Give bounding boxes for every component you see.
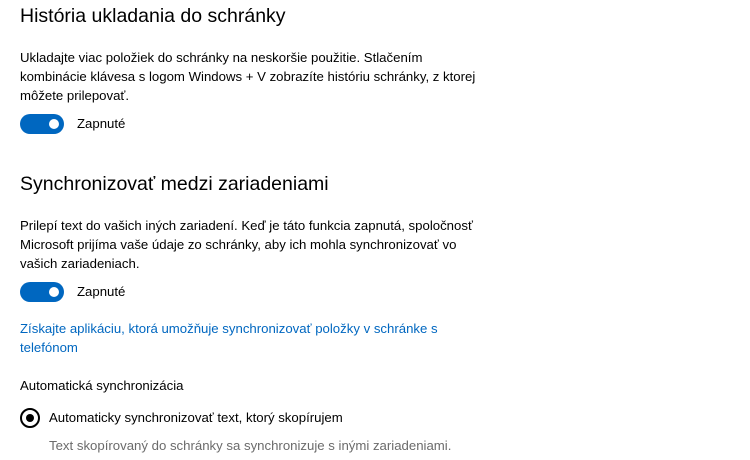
get-phone-app-link[interactable]: Získajte aplikáciu, ktorá umožňuje synchronizovať položky v schránke s telefónom xyxy=(20,321,438,355)
clipboard-history-description: Ukladajte viac položiek do schránky na neskoršie použitie. Stlačením kombinácie klávesa s logom Windows + V zobrazíte históriu schránky, z ktorej môžete prilepovať. xyxy=(20,50,476,103)
toggle-knob xyxy=(49,287,59,297)
sync-toggle-label: Zapnuté xyxy=(77,284,126,299)
sync-heading: Synchronizovať medzi zariadeniami xyxy=(20,173,329,195)
auto-sync-heading: Automatická synchronizácia xyxy=(20,378,184,393)
toggle-knob xyxy=(49,119,59,129)
radio-selected-dot xyxy=(26,414,34,422)
clipboard-history-toggle[interactable] xyxy=(20,114,64,134)
clipboard-history-heading: História ukladania do schránky xyxy=(20,5,286,27)
auto-sync-radio-option[interactable] xyxy=(20,408,343,428)
sync-description: Prilepí text do vašich iných zariadení. Keď je táto funkcia zapnutá, spoločnosť Microsoft prijíma vaše údaje zo schránky, aby ich mohla synchronizovať vo vašich zariadeniach. xyxy=(20,218,473,271)
sync-toggle[interactable] xyxy=(20,282,64,302)
auto-sync-radio-label: Automaticky synchronizovať text, ktorý skopírujem xyxy=(49,410,343,425)
clipboard-history-toggle-label: Zapnuté xyxy=(77,116,126,131)
auto-sync-radio-button[interactable] xyxy=(20,408,40,428)
sync-toggle-row[interactable] xyxy=(20,282,125,302)
clipboard-history-toggle-row[interactable] xyxy=(20,114,125,134)
auto-sync-hint: Text skopírovaný do schránky sa synchronizuje s inými zariadeniami. xyxy=(49,438,452,453)
